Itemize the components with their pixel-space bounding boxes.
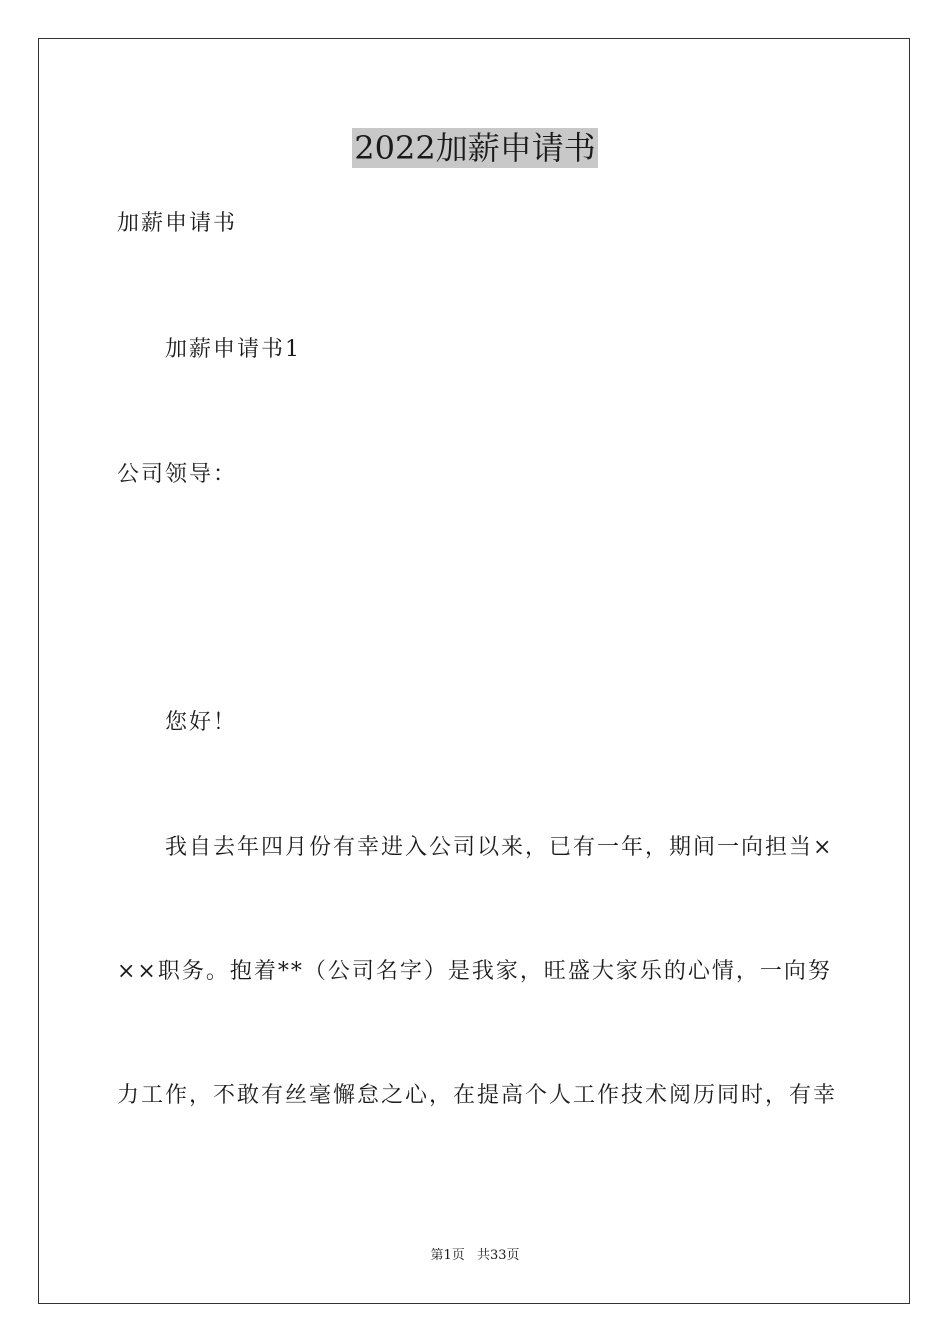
page-total: 共33页 (476, 1248, 520, 1263)
document-subtitle: 加薪申请书 (117, 211, 238, 236)
salutation: 公司领导： (117, 462, 238, 487)
body-line: 我自去年四月份有幸进入公司以来，已有一年，期间一向担当× (165, 835, 834, 860)
document-title: 2022加薪申请书 (354, 129, 596, 167)
body-line: ××职务。抱着**（公司名字）是我家，旺盛大家乐的心情，一向努 (117, 959, 832, 984)
section-heading: 加薪申请书1 (165, 337, 301, 362)
greeting: 您好！ (165, 710, 238, 735)
body-line: 力工作，不敢有丝毫懈怠之心，在提高个人工作技术阅历同时，有幸 (117, 1083, 838, 1108)
page-footer (0, 1247, 950, 1265)
page-number: 第1页 (430, 1248, 465, 1263)
title-container (0, 128, 950, 168)
